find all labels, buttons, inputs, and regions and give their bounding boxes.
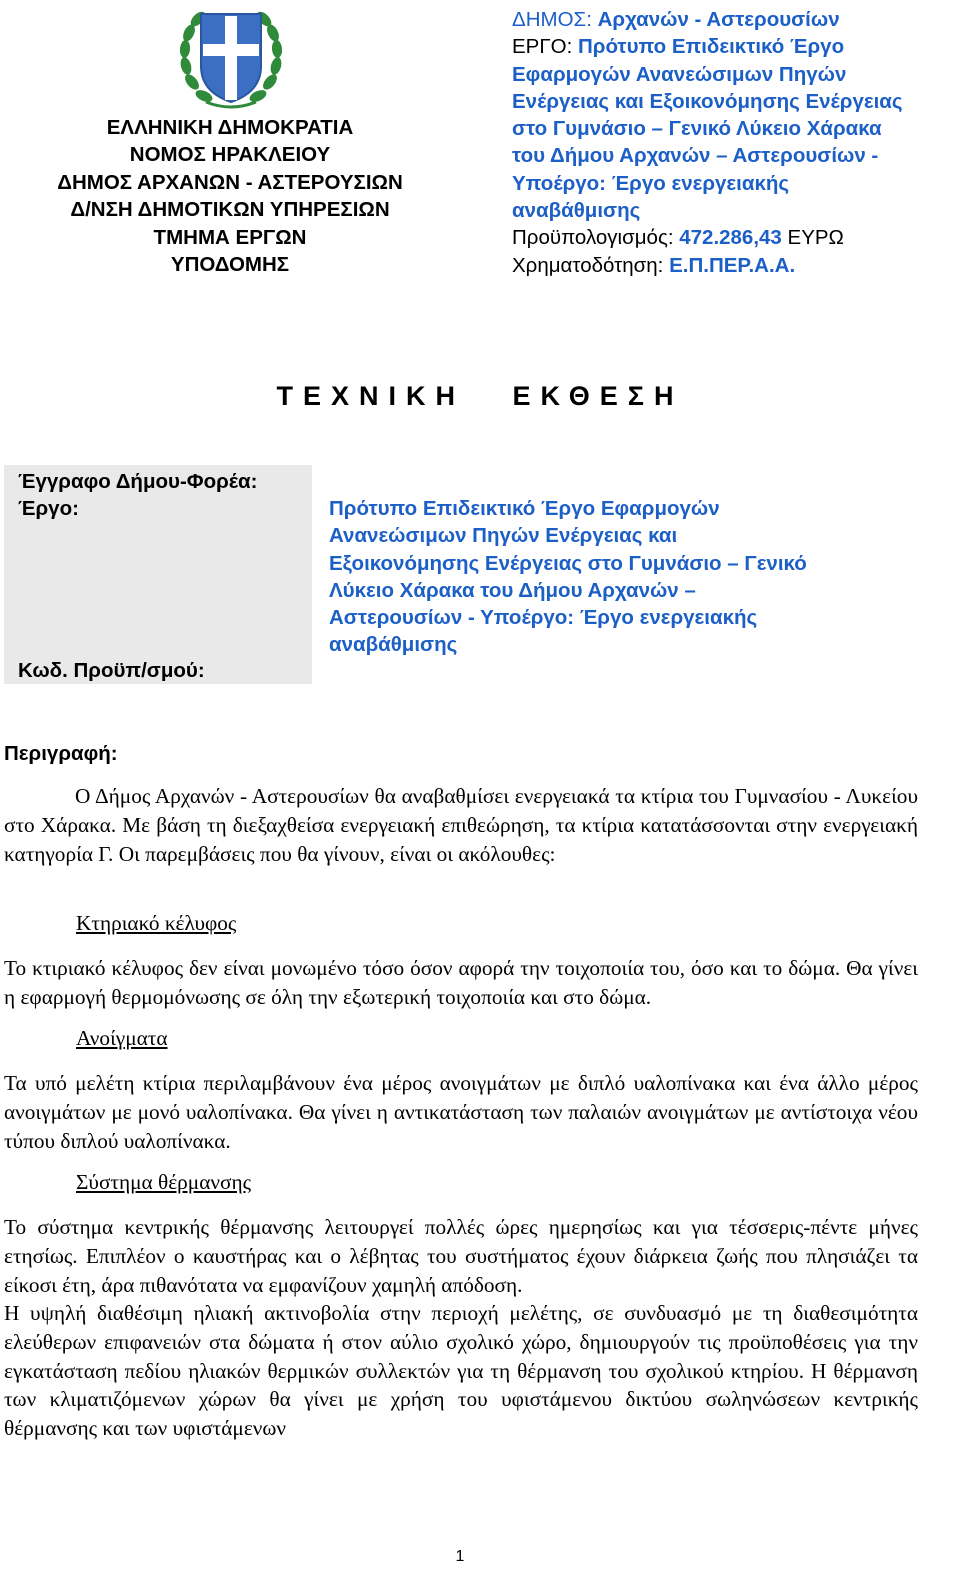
greek-coat-of-arms-emblem [176,4,286,112]
project-line: Πρότυπο Επιδεικτικό Έργο [577,35,845,59]
municipality-value: Αρχανών - Αστερουσίων [597,8,840,31]
authority-line-department: ΤΜΗΜΑ ΕΡΓΩΝ [153,225,307,249]
cross-vertical [225,16,237,100]
project-line: αναβάθμισης [512,199,641,223]
project-line: Ενέργειας και Εξοικονόμησης Ενέργειας [512,89,903,113]
title-word-report: ΕΚΘΕΣΗ [512,381,684,411]
authority-line-infrastructure: ΥΠΟΔΟΜΗΣ [170,253,290,277]
authority-line-directorate: Δ/ΝΣΗ ΔΗΜΟΤΙΚΩΝ ΥΠΗΡΕΣΙΩΝ [70,198,390,222]
section-heading-openings: Ανοίγματα [76,1026,168,1050]
project-header [512,6,958,279]
building-shell-paragraph: Το κτιριακό κέλυφος δεν είναι μονωμένο τόσο όσον αφορά την τοιχοποιία του, όσο και το δώμα. Θα γίνει η εφαρμογή θερμομόνωσης σε όλη την εξωτερική τοιχοποιία και στο δώμα. [4,956,918,1009]
openings-paragraph: Τα υπό μελέτη κτίρια περιλαμβάνουν ένα μέρος ανοιγμάτων με διπλό υαλοπίνακα και ένα άλλο μέρος ανοιγμάτων με μονό υαλοπίνακα. Θα γίνει η αντικατάσταση των παλαιών ανοιγμάτων με αντίστοιχα νέου τύπου διπλού υαλοπίνακα. [4,1071,918,1153]
issuing-authority [10,114,450,278]
cross-horizontal [203,44,259,56]
project-name-line: Πρότυπο Επιδεικτικό Έργο Εφαρμογών [329,497,720,520]
page-number: 1 [455,1548,465,1565]
project-name-line: Εξοικονόμησης Ενέργειας στο Γυμνάσιο – Γενικό [329,551,807,575]
budget-value: 472.286,43 [679,226,782,250]
budget-code-label: Κωδ. Προϋπ/σμού: [18,659,205,682]
project-name-line: Ανανεώσιμων Πηγών Ενέργειας και [329,524,678,548]
project-name-line: Αστερουσίων - Υποέργο: Έργο ενεργειακής [329,606,758,630]
funding-value: Ε.Π.ΠΕΡ.Α.Α. [669,253,796,277]
title-word-technical: ΤΕΧΝΙΚΗ [276,381,465,411]
funding-label: Χρηματοδότηση: [512,253,670,277]
authority-line-republic: ΕΛΛΗΝΙΚΗ ΔΗΜΟΚΡΑΤΙΑ [106,116,354,139]
project-row [512,33,958,60]
project-line: του Δήμου Αρχανών – Αστερουσίων - [512,144,879,168]
section-heading-building-shell: Κτηριακό κέλυφος [76,911,237,935]
intro-paragraph: Ο Δήμος Αρχανών - Αστερουσίων θα αναβαθμίσει ενεργειακά τα κτίρια του Γυμνασίου - Λυκείου στο Χάρακα. Με βάση τη διεξαχθείσα ενεργειακή επιθεώρηση, τα κτίρια κατατάσσονται στην ενεργειακή κατηγορία Γ. Οι παρεμβάσεις που θα γίνουν, είναι οι ακόλουθες: [4,784,918,866]
budget-label: Προϋπολογισμός: [512,226,680,250]
budget-currency: ΕΥΡΩ [781,226,844,250]
funding-row [512,252,958,279]
description-heading: Περιγραφή: [4,742,118,765]
project-line: Υποέργο: Έργο ενεργειακής [512,171,790,195]
project-label: Έργο: [18,497,79,520]
budget-row [512,224,958,251]
document-label: Έγγραφο Δήμου-Φορέα: [18,470,258,493]
document-title [0,381,960,412]
project-line: στο Γυμνάσιο – Γενικό Λύκειο Χάρακα [512,117,882,141]
authority-line-municipality: ΔΗΜΟΣ ΑΡΧΑΝΩΝ - ΑΣΤΕΡΟΥΣΙΩΝ [57,170,403,194]
project-name-line: αναβάθμισης [329,633,458,657]
section-heading-heating-system: Σύστημα θέρμανσης [76,1170,252,1194]
project-name-line: Λύκειο Χάρακα του Δήμου Αρχανών – [329,578,696,602]
project-line: Εφαρμογών Ανανεώσιμων Πηγών [512,62,847,86]
project-label: ΕΡΓΟ: [512,35,578,59]
heating-paragraph-2: Η υψηλή διαθέσιμη ηλιακή ακτινοβολία στην περιοχή μελέτης, σε συνδυασμό με τη διαθεσιμότητα ελεύθερων επιφανειών στα δώματα ή στον αύλιο σχολικό χώρο, δημιουργούν τις προϋποθέσεις για την εγκατάσταση πεδίου ηλιακών θερμικών συλλεκτών για τη θέρμανση του σχολικού κτηρίου. Η θέρμανση των κλιματιζόμενων χώρων θα γίνει με χρήση του υφιστάμενου δικτύου σωληνώσεων κεντρικής θέρμανσης και των υφιστάμενων [4,1301,918,1441]
authority-line-prefecture: ΝΟΜΟΣ ΗΡΑΚΛΕΙΟΥ [129,143,331,167]
heating-paragraph-1: Το σύστημα κεντρικής θέρμανσης λειτουργεί πολλές ώρες ημερησίως και για τέσσερις-πέντε μήνες ετησίως. Επιπλέον ο καυστήρας και ο λέβητας του συστήματος έχουν διάρκεια ζωής που πλησιάζει τα είκοσι έτη, άρα πιθανότατα να εμφανίζουν χαμηλή απόδοση. [4,1215,918,1297]
project-name [329,495,889,659]
municipality-row [512,6,958,33]
municipality-label: ΔΗΜΟΣ: [512,8,598,31]
metadata-label-box [4,465,312,684]
